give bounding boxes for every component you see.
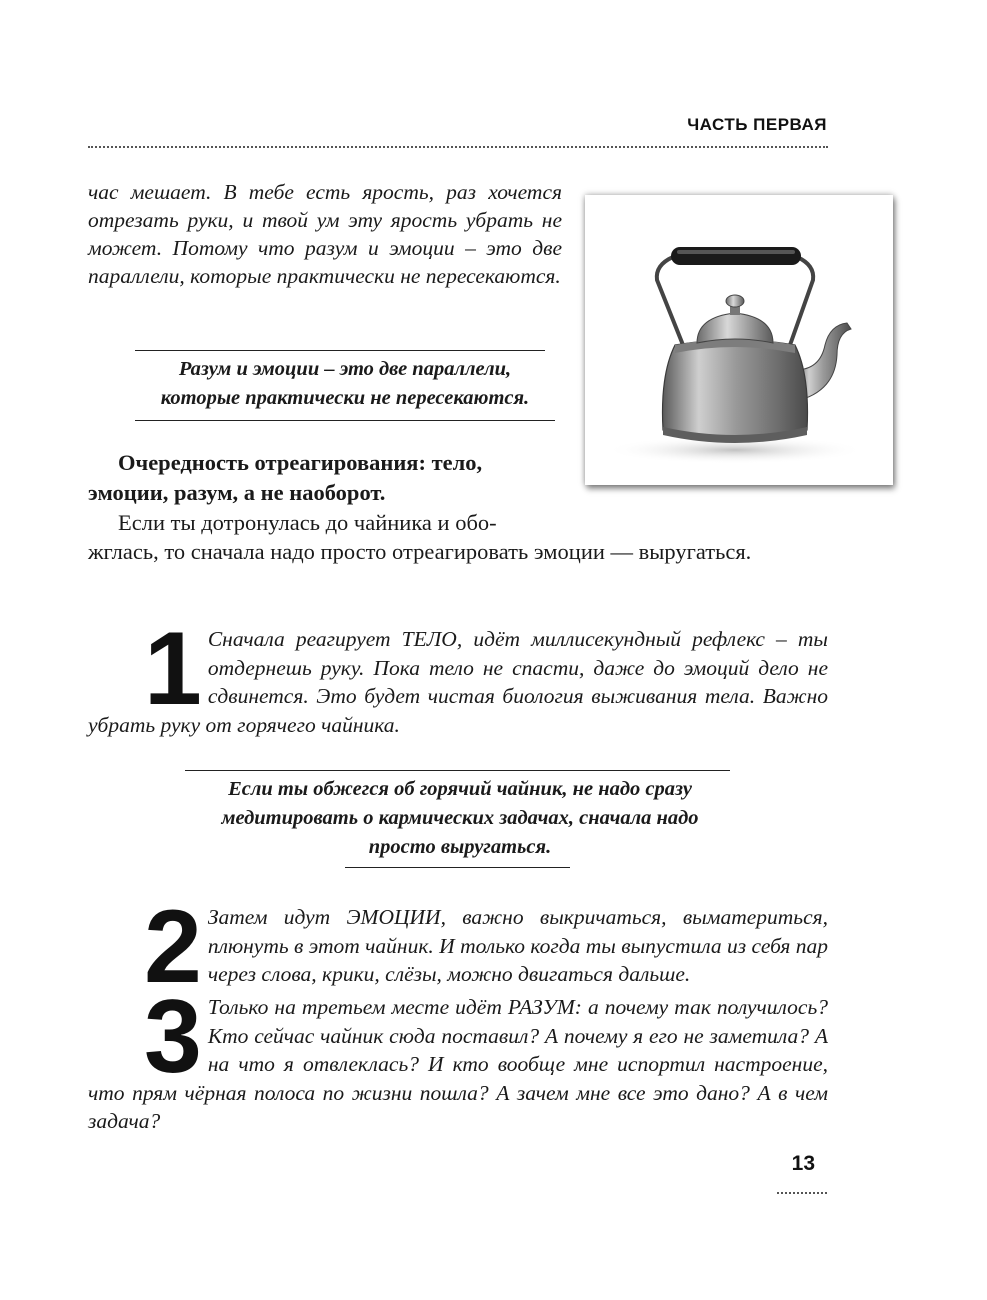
pullquote-2-bottom-rule	[345, 867, 570, 868]
kettle-illustration	[585, 195, 893, 485]
page-number: 13	[791, 1152, 815, 1175]
step-3-text: Только на третьем месте идёт РАЗУМ: а почему так получилось? Кто сейчас чайник сюда поставил? А почему я его не заметила? А на что я отвлеклась? И кто вообще мне испортил настроение, что прям чёрная полоса по жизни пошла? А зачем мне все это дано? А в чем задача?	[88, 995, 828, 1133]
pullquote-1	[100, 355, 590, 413]
intro-paragraph-block	[88, 178, 562, 290]
body-paragraph-start: Если ты дотронулась до чайника и обо-	[118, 510, 497, 535]
pullquote-1-top-rule	[135, 350, 545, 351]
pullquote-2-line-1: Если ты обжегся об горячий чайник, не надо сразу	[228, 778, 692, 800]
page-number-dots	[777, 1192, 827, 1194]
pullquote-1-line-1: Разум и эмоции – это две параллели,	[178, 358, 512, 380]
step-3-number: 3	[144, 979, 202, 1095]
step-2-number: 2	[144, 889, 202, 1005]
pullquote-1-line-2: которые практически не пересекаются.	[160, 387, 530, 409]
subheading: Очередность отреагирования: тело, эмоции, разум, а не наоборот.	[88, 450, 483, 505]
step-1-number: 1	[144, 611, 202, 727]
step-2	[88, 889, 828, 1005]
step-1-text: Сначала реагирует ТЕЛО, идёт миллисекундный рефлекс – ты отдернешь руку. Пока тело не спасти, даже до эмоций дело не сдвинется. Это будет чистая биология выживания тела. Важно убрать руку от горячего чайника.	[88, 627, 828, 737]
step-3	[88, 979, 828, 1136]
pullquote-1-bottom-rule	[135, 420, 555, 421]
step-2-text: Затем идут ЭМОЦИИ, важно выкричаться, выматериться, плюнуть в этот чайник. И только когда ты выпустила из себя пар через слова, крики, слёзы, можно двигаться дальше.	[207, 905, 828, 986]
pullquote-2-line-2: медитировать о кармических задачах, сначала надо	[221, 807, 699, 829]
kettle-icon	[585, 195, 893, 485]
pullquote-2	[150, 775, 770, 862]
pullquote-2-top-rule	[185, 770, 730, 771]
pullquote-2-line-3: просто выругаться.	[368, 836, 552, 858]
part-label: ЧАСТЬ ПЕРВАЯ	[687, 115, 827, 134]
intro-paragraph: час мешает. В тебе есть ярость, раз хочется отрезать руки, и твой ум эту ярость убрать не может. Потому что разум и эмоции – это две параллели, которые практически не пересекаются.	[88, 180, 562, 288]
body-paragraph-continuation-block	[88, 537, 828, 567]
header-divider	[88, 146, 828, 148]
body-paragraph-continuation: жглась, то сначала надо просто отреагировать эмоции — выругаться.	[88, 539, 752, 564]
step-1	[88, 611, 828, 739]
subheading-block	[88, 448, 562, 538]
